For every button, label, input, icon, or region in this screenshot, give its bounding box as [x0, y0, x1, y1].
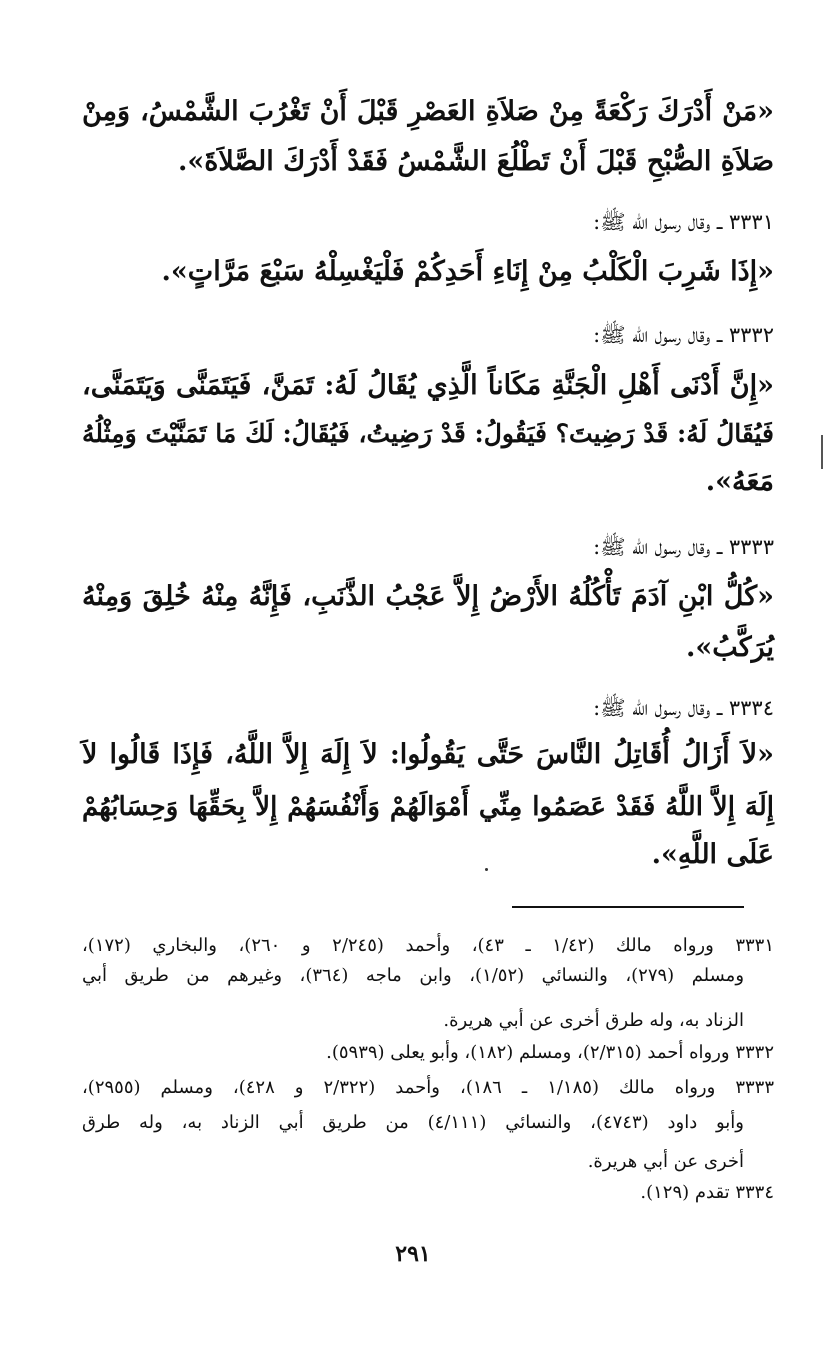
hadith-3331-intro: ٣٣٣١ ــ وقال رسول الله ﷺ: [593, 210, 774, 234]
footnote-3334-line-1: ٣٣٣٤ تقدم (١٢٩). [640, 1182, 774, 1203]
hadith-3332-line-2: فَيُقَالُ لَهُ: قَدْ رَضِيتَ؟ فَيَقُولُ: قَدْ رَضِيتُ، فَيُقَالُ: لَكَ مَا تَمَنَّيْتَ وَمِثْلُهُ [82, 419, 774, 448]
footnote-3333-line-2: وأبو داود (٤٧٤٣)، والنسائي (٤/١١١) من طريق أبي الزناد به، وله طرق [82, 1112, 744, 1133]
hadith-3331-line-1: «إِذَا شَرِبَ الْكَلْبُ مِنْ إِنَاءِ أَحَدِكُمْ فَلْيَغْسِلْهُ سَبْعَ مَرَّاتٍ». [161, 256, 774, 287]
hadith-3333-intro: ٣٣٣٣ ــ وقال رسول الله ﷺ: [593, 535, 774, 559]
scan-edge-mark [821, 435, 823, 469]
hadith-3334-line-2: إِلَهَ إِلاَّ اللَّهُ فَقَدْ عَصَمُوا مِنِّي أَمْوَالَهُمْ وَأَنْفُسَهُمْ إِلاَّ بِحَقِّهَا وَحِسَابُهُمْ [82, 792, 774, 822]
hadith-3330-line-2: صَلاَةِ الصُّبْحِ قَبْلَ أَنْ تَطْلُعَ الشَّمْسُ فَقَدْ أَدْرَكَ الصَّلاَةَ». [178, 146, 774, 177]
hadith-3330-line-1: «مَنْ أَدْرَكَ رَكْعَةً مِنْ صَلاَةِ العَصْرِ قَبْلَ أَنْ تَغْرُبَ الشَّمْسُ، وَمِنْ [82, 96, 774, 127]
hadith-3334-intro: ٣٣٣٤ ــ وقال رسول الله ﷺ: [593, 696, 774, 720]
footnote-3331-line-3: الزناد به، وله طرق أخرى عن أبي هريرة. [443, 1010, 744, 1031]
footnote-3333-line-3: أخرى عن أبي هريرة. [587, 1151, 744, 1172]
hadith-3332-line-3: مَعَهُ». [705, 466, 774, 497]
footnote-3331-line-1: ٣٣٣١ ورواه مالك (١/٤٢ ـ ٤٣)، وأحمد (٢/٢٤٥ و ٢٦٠)، والبخاري (١٧٢)، [82, 935, 775, 956]
footnote-3332-line-1: ٣٣٣٢ ورواه أحمد (٢/٣١٥)، ومسلم (١٨٢)، وأبو يعلى (٥٩٣٩). [326, 1042, 774, 1063]
footnote-separator [512, 906, 744, 908]
page-number: ٢٩١ [395, 1241, 431, 1267]
hadith-3333-line-2: يُرَكَّبُ». [685, 632, 774, 663]
footnote-3331-line-2: ومسلم (٢٧٩)، والنسائي (١/٥٢)، وابن ماجه (٣٦٤)، وغيرهم من طريق أبي [82, 965, 745, 986]
scan-speck [485, 868, 488, 871]
hadith-3333-line-1: «كُلُّ ابْنِ آدَمَ تَأْكُلُهُ الأَرْضُ إِلاَّ عَجْبُ الذَّنَبِ، فَإِنَّهُ مِنْهُ خُلِقَ وَمِنْهُ [82, 581, 774, 612]
hadith-3334-line-3: عَلَى اللَّهِ». [651, 839, 774, 870]
hadith-3334-line-1: «لاَ أَزَالُ أُقَاتِلُ النَّاسَ حَتَّى يَقُولُوا: لاَ إِلَهَ إِلاَّ اللَّهُ، فَإِذَا قَالُوا لاَ [82, 739, 774, 770]
hadith-3332-line-1: «إِنَّ أَدْنَى أَهْلِ الْجَنَّةِ مَكَاناً الَّذِي يُقَالُ لَهُ: تَمَنَّ، فَيَتَمَنَّى وَيَتَمَنَّى، [82, 370, 774, 401]
hadith-3332-intro: ٣٣٣٢ ــ وقال رسول الله ﷺ: [593, 323, 774, 347]
footnote-3333-line-1: ٣٣٣٣ ورواه مالك (١/١٨٥ ـ ١٨٦)، وأحمد (٢/٣٢٢ و ٤٢٨)، ومسلم (٢٩٥٥)، [82, 1077, 774, 1098]
